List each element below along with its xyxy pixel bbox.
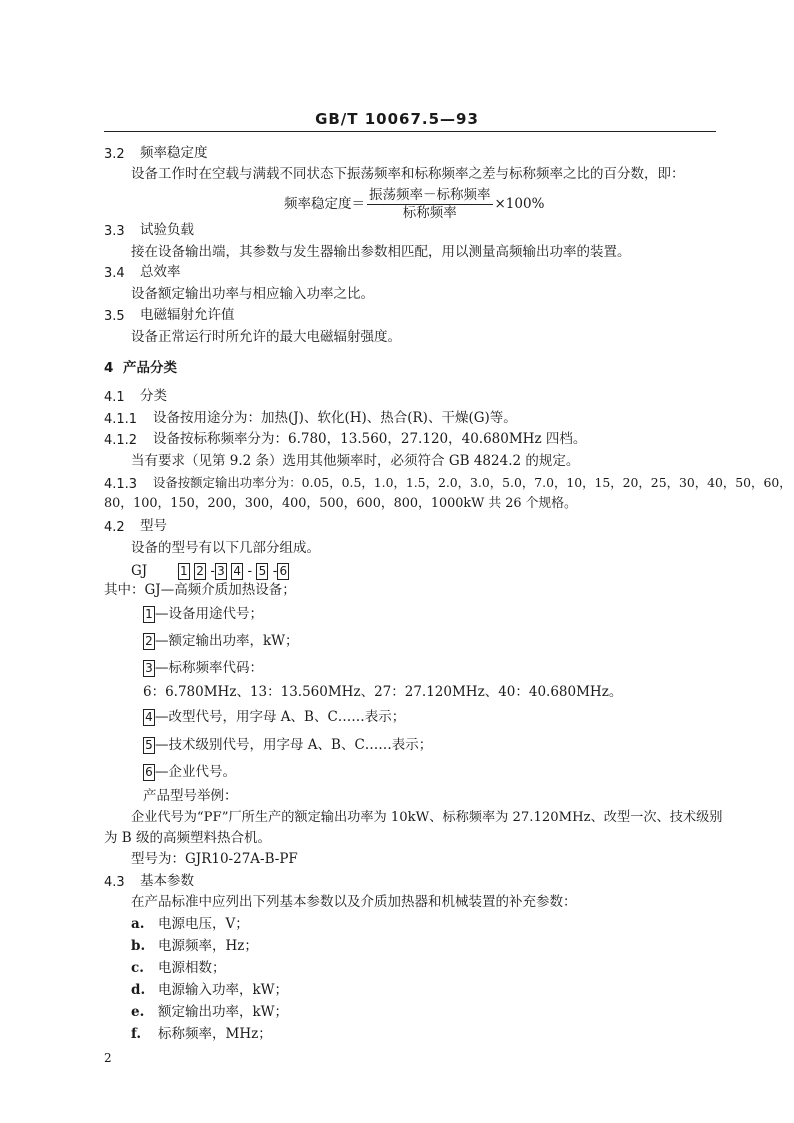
legend-text-3: —标称频率代码： [155,660,263,676]
formula-lhs: 频率稳定度＝ [284,195,365,212]
section-4-1-1-body: 设备按用途分为：加热(J)、软化(H)、热合(R)、干燥(G)等。 [153,410,517,426]
formula-suffix: ×100% [494,195,545,212]
example-model: 型号为：GJR10-27A-B-PF [131,851,298,867]
section-3-5-body: 设备正常运行时所允许的最大电磁辐射强度。 [131,329,401,345]
section-4-1-2-number: 4.1.2 [104,433,138,448]
model-box-4: 4 [231,563,243,580]
section-3-4-number: 3.4 [104,266,125,281]
legend-item-3 [143,660,263,677]
model-dash-1: - [210,563,215,579]
model-where-line: 其中：GJ—高频介质加热设备； [104,582,296,598]
model-box-1: 1 [178,563,190,580]
model-box-3: 3 [215,563,227,580]
param-item-d [131,984,288,998]
section-3-4-title: 总效率 [140,264,181,280]
param-label: a. [131,916,145,932]
param-text: 电源输入功率，kW； [158,982,289,998]
param-item-e [131,1006,288,1020]
section-4-number: 4 [104,360,114,376]
section-4-1-2-note: 当有要求（见第 9.2 条）选用其他频率时，必须符合 GB 4824.2 的规定。 [131,453,580,469]
param-label: e. [131,1004,145,1020]
section-3-2-number: 3.2 [104,147,125,162]
model-dash-3: - [272,563,278,579]
section-4-3-title: 基本参数 [140,873,194,889]
section-4-1-number: 4.1 [104,390,125,405]
model-dash-2: - [247,563,253,579]
legend-box-6: 6 [143,764,155,781]
section-3-2-title: 频率稳定度 [140,145,208,161]
param-item-c [131,962,226,976]
example-line-2: 为 B 级的高频塑料热合机。 [104,830,272,846]
section-3-3-title: 试验负载 [140,222,194,238]
header-rule [104,131,716,132]
param-label: b. [131,938,146,954]
section-3-3-number: 3.3 [104,224,125,239]
section-4-1-3-body-line2: 80，100，150，200，300，400，500，600，800，1000kW 共 26 个规格。 [104,496,577,511]
model-box-5: 5 [256,563,268,580]
legend-item-2 [143,633,299,650]
param-text: 电源相数； [158,960,226,976]
section-4-1-title: 分类 [140,388,167,404]
formula-fraction [367,188,493,221]
frequency-stability-formula [284,188,544,221]
section-4-title: 产品分类 [123,360,177,376]
section-3-2-body: 设备工作时在空载与满载不同状态下振荡频率和标称频率之差与标称频率之比的百分数，即： [131,166,685,182]
legend-box-2: 2 [143,633,155,650]
legend-text-4: —改型代号，用字母 A、B、C……表示； [155,709,406,725]
legend-text-2: —额定输出功率，kW； [155,633,299,649]
legend-box-5: 5 [143,737,155,754]
legend-text-6: —企业代号。 [155,764,236,780]
param-item-f [131,1028,272,1042]
section-3-5-title: 电磁辐射允许值 [140,307,235,323]
legend-text-1: —设备用途代号； [155,606,263,622]
param-text: 标称频率，MHz； [158,1026,272,1042]
section-3-3-body: 接在设备输出端，其参数与发生器输出参数相匹配，用以测量高频输出功率的装置。 [131,244,631,260]
model-format-line [131,563,289,580]
section-3-5-number: 3.5 [104,309,125,324]
param-item-b [131,940,258,954]
param-label: f. [131,1026,142,1042]
legend-item-1 [143,606,263,623]
section-4-1-2-body: 设备按标称频率分为：6.780，13.560，27.120，40.680MHz 四档。 [153,431,587,447]
section-4-1-3-body-line1: 设备按额定输出功率分为：0.05，0.5，1.0，1.5，2.0，3.0，5.0，7.0，10，15，20，25，30，40，50，60， [153,475,792,490]
param-text: 电源频率，Hz； [158,938,258,954]
section-4-3-intro: 在产品标准中应列出下列基本参数以及介质加热器和机械装置的补充参数： [131,894,577,910]
section-4-2-number: 4.2 [104,520,125,535]
legend-box-4: 4 [143,709,155,726]
legend-text-5: —技术级别代号，用字母 A、B、C……表示； [155,737,433,753]
param-text: 电源电压，V； [158,916,249,932]
section-4-1-1-number: 4.1.1 [104,412,138,427]
example-line-1: 企业代号为“PF”厂所生产的额定输出功率为 10kW、标称频率为 27.120MHz、改型一次、技术级别 [131,810,723,825]
section-4-3-number: 4.3 [104,875,125,890]
standard-code-header: GB/T 10067.5—93 [315,110,479,128]
section-3-4-body: 设备额定输出功率与相应输入功率之比。 [131,286,374,302]
frequency-codes: 6：6.780MHz、13：13.560MHz、27：27.120MHz、40：40.680MHz。 [143,684,623,700]
param-label: c. [131,960,144,976]
section-4-1-3-number: 4.1.3 [104,477,138,492]
formula-numerator: 振荡频率－标称频率 [369,187,491,203]
model-prefix: GJ [131,563,148,579]
legend-item-5 [143,737,432,754]
legend-box-3: 3 [143,660,155,677]
param-label: d. [131,982,146,998]
section-4-2-intro: 设备的型号有以下几部分组成。 [131,540,320,556]
param-text: 额定输出功率，kW； [158,1004,289,1020]
example-title: 产品型号举例： [143,788,238,804]
model-box-2: 2 [194,563,206,580]
param-item-a [131,918,249,932]
page-number: 2 [104,1051,112,1065]
legend-box-1: 1 [143,606,155,623]
model-box-6: 6 [277,563,289,580]
section-4-2-title: 型号 [140,518,167,534]
formula-denominator: 标称频率 [402,204,457,221]
legend-item-4 [143,709,405,726]
legend-item-6 [143,764,236,781]
